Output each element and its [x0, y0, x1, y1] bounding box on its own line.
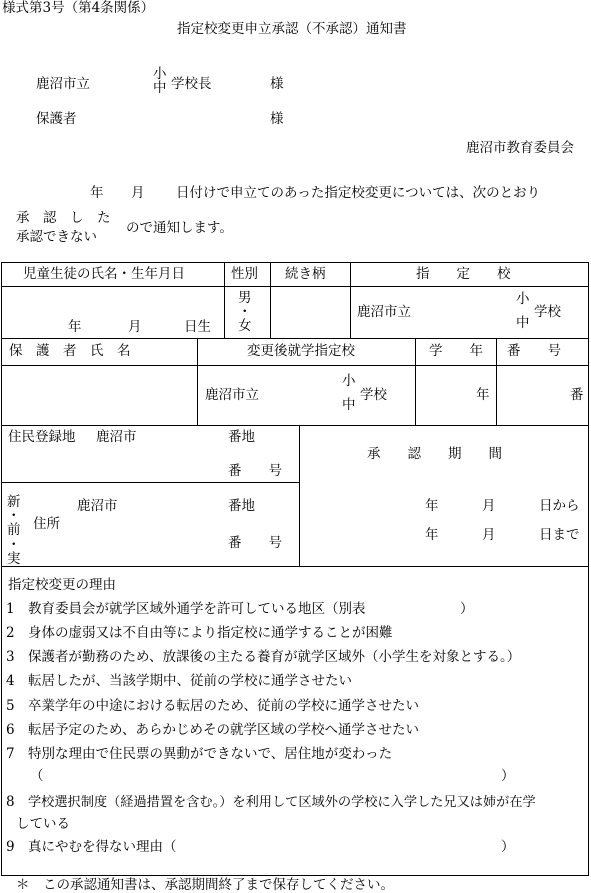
school-type-elementary: 小: [153, 66, 167, 82]
registered-address-label: 住民登録地: [8, 429, 76, 445]
dob-day: 日生: [184, 319, 211, 335]
reason-item-number: 2: [6, 625, 15, 641]
designated-middle: 中: [516, 315, 530, 332]
reason-item-text: 特別な理由で住民票の異動ができないで、居住地が変わった: [28, 746, 393, 762]
new-school-middle: 中: [342, 397, 356, 414]
new-school-suffix: 学校: [360, 387, 387, 403]
designated-elementary: 小: [516, 291, 530, 307]
period-start-year: 年: [425, 498, 439, 514]
body-month: 月: [131, 185, 145, 201]
residence-separator-1: ・: [7, 508, 21, 525]
new-school-type-stack: [342, 374, 356, 412]
residence-city: 鹿沼市: [77, 498, 118, 514]
school-type-middle: 中: [153, 80, 167, 97]
designated-school-suffix: 学校: [534, 304, 561, 320]
body-text-line1: 日付けで申立てのあった指定校変更については、次のとおり: [176, 185, 541, 201]
header-grade: 学 年: [429, 343, 483, 359]
reason-item-number: 5: [6, 698, 15, 714]
reason-item-number: 1: [6, 601, 15, 617]
header-number: 番 号: [507, 343, 561, 359]
period-end-day: 日まで: [539, 527, 580, 543]
principal-label: 学校長: [171, 76, 212, 92]
reason-item-text: 身体の虚弱又は不自由等により指定校に通学することが困難: [28, 625, 393, 641]
reason-item-text: 転居したが、当該学期中、従前の学校に通学させたい: [28, 673, 352, 689]
body-year: 年: [90, 185, 104, 201]
addressee-city: 鹿沼市立: [36, 76, 90, 92]
body-text-line2: ので通知します。: [126, 220, 233, 236]
registered-banchi: 番地: [228, 429, 255, 445]
choice-approve: 承 認 し た: [16, 210, 111, 226]
gender-separator: ・: [238, 304, 252, 321]
period-start-day: 日から: [539, 498, 580, 514]
reason-item-number: 3: [6, 649, 15, 665]
new-school-elementary: 小: [342, 373, 356, 389]
page-title: 指定校変更申立承認（不承認）通知書: [177, 21, 407, 37]
guardian-label: 保護者: [36, 111, 77, 127]
reason-item-number: 7: [6, 746, 15, 762]
gender-female: 女: [238, 318, 252, 335]
residence-label: 住所: [33, 516, 60, 532]
form-id: 様式第3号（第4条関係）: [2, 0, 155, 16]
reason-9-paren-close: ）: [501, 839, 515, 855]
dob-month: 月: [128, 319, 142, 335]
gender-male: 男: [238, 290, 252, 306]
honorific-guardian: 様: [270, 111, 284, 127]
reason-item-text: 卒業学年の中途における転居のため、従前の学校に通学させたい: [28, 698, 419, 714]
designated-city: 鹿沼市立: [357, 304, 411, 320]
header-name-dob: 児童生徒の氏名・生年月日: [23, 266, 185, 282]
header-approval-period: 承 認 期 間: [367, 446, 502, 462]
reason-8-text-line1: 学校選択制度（経過措置を含む。）を利用して区域外の学校に入学した兄又は姉が在学: [28, 795, 536, 810]
reason-9-number: 9: [6, 839, 15, 855]
dob-year: 年: [68, 319, 82, 335]
designated-type-stack: [516, 292, 530, 330]
reason-item-text: 保護者が勤務のため、放課後の主たる養育が就学区域外（小学生を対象とする。）: [28, 649, 521, 665]
residence-previous: 前: [7, 522, 21, 539]
choice-reject: 承認できない: [16, 229, 97, 245]
gender-options: [238, 291, 252, 334]
reason-item-number: 6: [6, 722, 15, 738]
reason-7-paren-open: （: [30, 768, 44, 784]
reason-item-text: 教育委員会が就学区域外通学を許可している地区（別表 ）: [28, 601, 474, 617]
header-guardian-name: 保 護 者 氏 名: [9, 343, 131, 359]
period-start-month: 月: [482, 498, 496, 514]
registered-bangou: 番 号: [228, 463, 282, 479]
reason-8-text-line2: している: [16, 816, 70, 832]
registered-address-city: 鹿沼市: [96, 429, 137, 445]
reason-7-paren-close: ）: [501, 768, 515, 784]
number-unit: 番: [570, 387, 584, 403]
header-gender: 性別: [231, 266, 258, 282]
reasons-title: 指定校変更の理由: [8, 577, 116, 593]
residence-separator-2: ・: [7, 536, 21, 553]
residence-bangou: 番 号: [228, 535, 282, 551]
school-type-stack: [153, 67, 167, 95]
grade-unit: 年: [476, 387, 490, 403]
header-new-school: 変更後就学指定校: [247, 343, 355, 359]
residence-banchi: 番地: [228, 498, 255, 514]
footer-note: ＊ この承認通知書は、承認期間終了まで保存してください。: [16, 877, 394, 893]
new-school-city: 鹿沼市立: [205, 387, 259, 403]
period-end-year: 年: [425, 527, 439, 543]
honorific-principal: 様: [270, 76, 284, 92]
reason-item-number: 4: [6, 673, 15, 689]
reason-item-text: 転居予定のため、あらかじめその就学区域の学校へ通学させたい: [28, 722, 419, 738]
period-end-month: 月: [482, 527, 496, 543]
reason-8-number: 8: [6, 794, 15, 810]
residence-new: 新: [7, 494, 21, 510]
header-relation: 続き柄: [285, 266, 326, 282]
sender-name: 鹿沼市教育委員会: [466, 140, 574, 156]
reason-9-text: 真にやむを得ない理由（: [28, 839, 177, 855]
residence-actual: 実: [7, 550, 21, 567]
residence-type-stack: [7, 495, 21, 566]
header-designated-school: 指 定 校: [416, 266, 511, 282]
